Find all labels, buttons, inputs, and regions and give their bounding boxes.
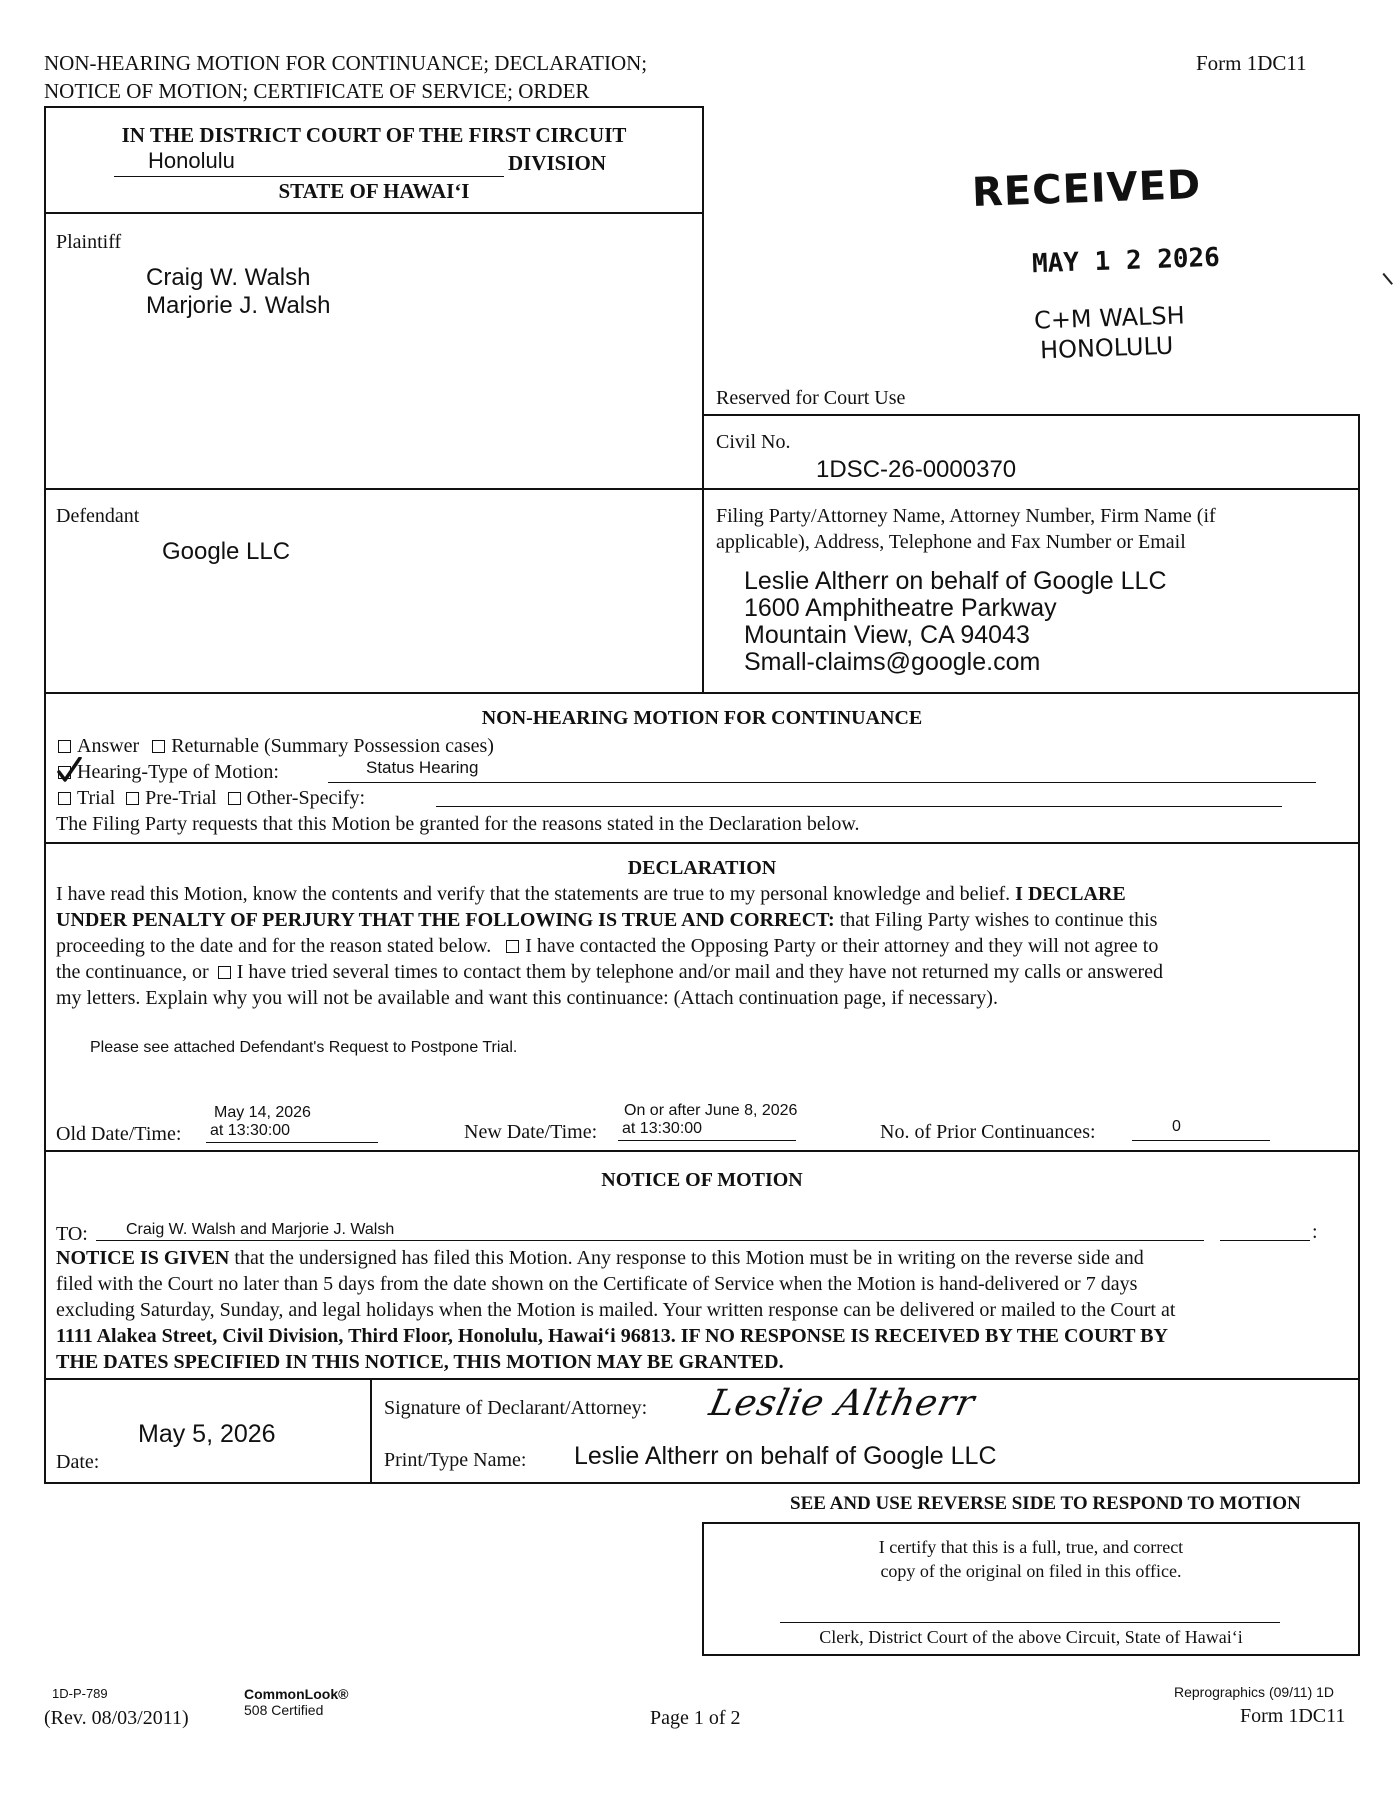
filing-party-line-3: Mountain View, CA 94043 (744, 621, 1030, 649)
division-field (114, 148, 504, 174)
footer-form-code: 1D-P-789 (52, 1686, 108, 1701)
old-date-underline (206, 1142, 378, 1143)
notice-line-3: excluding Saturday, Sunday, and legal holidays when the Motion is mailed. Your written response can be delivered or mailed to the Court at (56, 1299, 1176, 1321)
notice-to-colon: : (1312, 1221, 1318, 1243)
filing-party-label-2: applicable), Address, Telephone and Fax Number or Email (716, 531, 1186, 553)
continuance-reason: Please see attached Defendant's Request to Postpone Trial. (90, 1039, 518, 1056)
notice-top-border (44, 1150, 1360, 1152)
date-label: Date: (56, 1451, 100, 1473)
filing-party-line-2: 1600 Amphitheatre Parkway (744, 594, 1057, 622)
clerk-signature-line (780, 1622, 1280, 1623)
prior-continuances-label: No. of Prior Continuances: (880, 1121, 1096, 1143)
civil-no-value: 1DSC-26-0000370 (816, 456, 1017, 483)
declaration-line-3b: I have contacted the Opposing Party or their attorney and they will not agree to (525, 935, 1159, 957)
print-name-value: Leslie Altherr on behalf of Google LLC (574, 1442, 997, 1470)
defendant-top-border (44, 488, 1360, 490)
old-date-label: Old Date/Time: (56, 1123, 182, 1145)
page-number: Page 1 of 2 (650, 1707, 741, 1729)
received-stamp-title: RECEIVED (971, 162, 1202, 216)
tried-contact-checkbox[interactable] (218, 966, 231, 979)
declaration-line-5: my letters. Explain why you will not be available and want this continuance: (Attach continuation page, if necessary). (56, 987, 998, 1009)
notice-line-2: filed with the Court no later than 5 days from the date shown on the Certificate of Service when the Motion is hand-delivered or 7 days (56, 1273, 1138, 1295)
motion-heading: NON-HEARING MOTION FOR CONTINUANCE (481, 707, 923, 729)
state-name: STATE OF HAWAI‘I (278, 179, 470, 203)
plaintiff-name-2: Marjorie J. Walsh (146, 292, 331, 319)
new-date-value: On or after June 8, 2026 (624, 1102, 798, 1119)
court-name: IN THE DISTRICT COURT OF THE FIRST CIRCUIT (121, 123, 627, 147)
form-id: Form 1DC11 (1196, 51, 1307, 75)
declaration-top-border (44, 842, 1360, 844)
pretrial-checkbox[interactable] (126, 792, 139, 805)
division-value: Honolulu (148, 148, 235, 173)
declaration-line-2a: UNDER PENALTY OF PERJURY THAT THE FOLLOWING IS TRUE AND CORRECT: (56, 909, 835, 931)
declaration-heading: DECLARATION (627, 857, 777, 879)
other-checkbox[interactable] (228, 792, 241, 805)
answer-label: Answer (77, 735, 140, 757)
notice-line-1b: that the undersigned has filed this Motion. Any response to this Motion must be in writing on the reverse side and (234, 1247, 1144, 1269)
declaration-line-1b: I DECLARE (1015, 883, 1126, 905)
notice-line-1a: NOTICE IS GIVEN (56, 1247, 230, 1269)
declaration-line-4a: the continuance, or (56, 961, 209, 983)
declaration-line-1 (56, 882, 1126, 906)
new-date-underline (618, 1140, 796, 1141)
civil-no-label: Civil No. (716, 431, 791, 453)
old-time-value: at 13:30:00 (210, 1122, 291, 1139)
commonlook-logo: CommonLook® (244, 1686, 349, 1702)
division-underline (114, 176, 504, 177)
date-value: May 5, 2026 (138, 1420, 276, 1448)
declaration-line-2 (56, 908, 1157, 932)
received-stamp-date: MAY 1 2 2026 (1031, 242, 1221, 280)
checkmark-icon (56, 757, 82, 783)
received-stamp-line2: HONOLULU (1039, 331, 1174, 365)
declaration-line-2b: that Filing Party wishes to continue this (839, 909, 1158, 931)
answer-checkbox[interactable] (58, 740, 71, 753)
defendant-name: Google LLC (162, 538, 291, 565)
notice-line-4: 1111 Alakea Street, Civil Division, Third Floor, Honolulu, Hawai‘i 96813. IF NO RESPONSE IS RECEIVED BY THE COURT BY (56, 1325, 1168, 1347)
footer-revision: (Rev. 08/03/2011) (44, 1707, 189, 1729)
division-label: DIVISION (508, 151, 607, 175)
new-time-value: at 13:30:00 (622, 1120, 703, 1137)
form-title-line2: NOTICE OF MOTION; CERTIFICATE OF SERVICE; ORDER (44, 79, 590, 103)
motion-row-1 (58, 734, 494, 758)
footer-reprographics: Reprographics (09/11) 1D (1174, 1684, 1335, 1700)
filing-party-line-4: Small-claims@google.com (744, 648, 1041, 676)
declaration-line-1a: I have read this Motion, know the contents and verify that the statements are true to my personal knowledge and belief. (56, 883, 1011, 905)
plaintiff-label: Plaintiff (56, 231, 122, 253)
new-date-label: New Date/Time: (464, 1121, 598, 1143)
hearing-type-checkbox[interactable] (58, 766, 71, 779)
footer-form-id: Form 1DC11 (1240, 1705, 1346, 1727)
certify-line-2: copy of the original on filed in this office. (880, 1561, 1182, 1581)
party-right-border (1358, 414, 1360, 694)
scan-mark (1382, 269, 1397, 285)
signature-label: Signature of Declarant/Attorney: (384, 1397, 648, 1419)
filing-party-line-1: Leslie Altherr on behalf of Google LLC (744, 567, 1167, 595)
other-label: Other-Specify: (246, 787, 366, 809)
plaintiff-name-1: Craig W. Walsh (146, 264, 311, 291)
motion-row-3 (58, 786, 365, 810)
returnable-label: Returnable (Summary Possession cases) (171, 735, 494, 757)
prior-continuances-value: 0 (1172, 1118, 1181, 1135)
filing-party-label-1: Filing Party/Attorney Name, Attorney Number, Firm Name (if (716, 505, 1216, 527)
other-underline (436, 806, 1282, 807)
old-date-value: May 14, 2026 (214, 1104, 311, 1121)
declaration-line-3 (56, 934, 1158, 958)
clerk-label: Clerk, District Court of the above Circuit, State of Hawai‘i (819, 1627, 1243, 1647)
trial-checkbox[interactable] (58, 792, 71, 805)
party-left-border (44, 214, 46, 694)
pretrial-label: Pre-Trial (145, 787, 217, 809)
commonlook-certified: 508 Certified (244, 1702, 324, 1718)
hearing-type-label: Hearing-Type of Motion: (77, 761, 279, 783)
declaration-line-4b: I have tried several times to contact them by telephone and/or mail and they have not returned my calls or answered (236, 961, 1164, 983)
hearing-type-underline (328, 782, 1316, 783)
signature-top-border (44, 1378, 1360, 1380)
notice-to-label: TO: (56, 1223, 88, 1245)
certify-line-1: I certify that this is a full, true, and correct (878, 1537, 1184, 1557)
notice-heading: NOTICE OF MOTION (601, 1169, 803, 1191)
hearing-type-value: Status Hearing (366, 758, 479, 777)
returnable-checkbox[interactable] (152, 740, 165, 753)
reverse-side-note: SEE AND USE REVERSE SIDE TO RESPOND TO MOTION (790, 1493, 1301, 1514)
print-name-label: Print/Type Name: (384, 1449, 527, 1471)
signature-divider (370, 1378, 372, 1484)
notice-to-underline (96, 1240, 1204, 1241)
contacted-checkbox[interactable] (506, 940, 519, 953)
defendant-label: Defendant (56, 505, 140, 527)
declaration-line-4 (56, 960, 1163, 984)
notice-to-underline-2 (1220, 1240, 1310, 1241)
notice-line-5: THE DATES SPECIFIED IN THIS NOTICE, THIS MOTION MAY BE GRANTED. (56, 1351, 784, 1373)
reserved-for-court-use: Reserved for Court Use (716, 387, 906, 409)
notice-to-value: Craig W. Walsh and Marjorie J. Walsh (126, 1221, 395, 1238)
civil-top-border (702, 414, 1360, 416)
received-stamp-line1: C+M WALSH (1033, 301, 1186, 335)
signature-value: Leslie Altherr (705, 1383, 979, 1424)
notice-line-1 (56, 1246, 1144, 1270)
form-title-line1: NON-HEARING MOTION FOR CONTINUANCE; DECLARATION; (44, 51, 648, 75)
declaration-line-3a: proceeding to the date and for the reason stated below. (56, 935, 492, 957)
trial-label: Trial (77, 787, 116, 809)
motion-request-text: The Filing Party requests that this Motion be granted for the reasons stated in the Declaration below. (56, 813, 860, 835)
motion-row-2 (58, 760, 279, 784)
party-divider (702, 214, 704, 694)
prior-continuances-underline (1132, 1140, 1270, 1141)
